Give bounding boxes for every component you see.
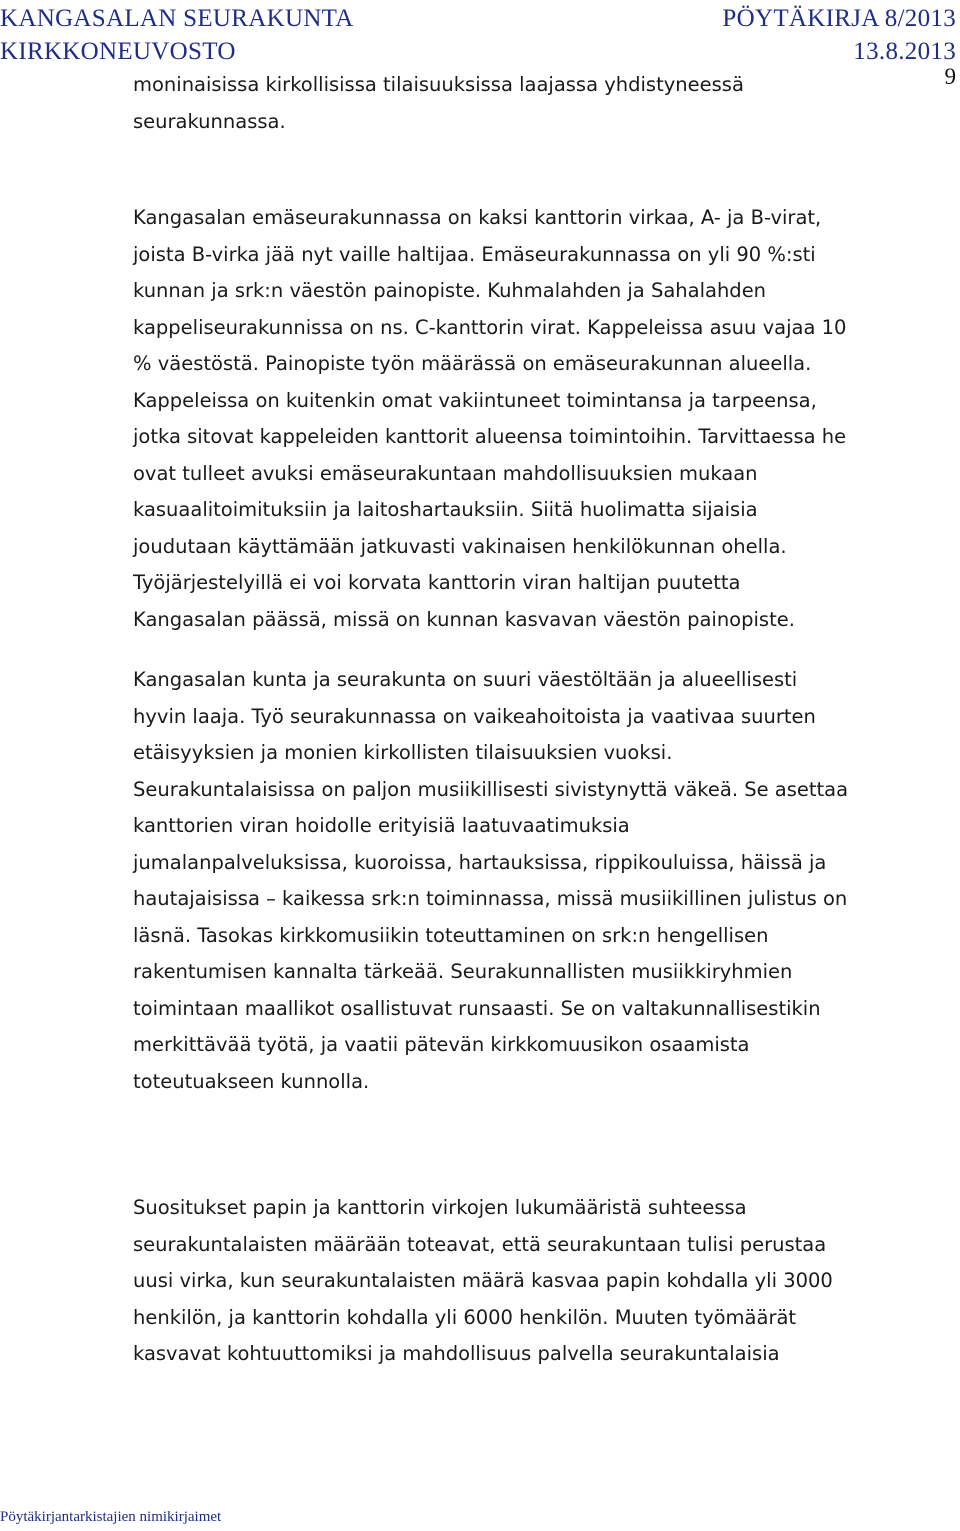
governing-body-name: KIRKKONEUVOSTO: [0, 38, 236, 65]
paragraph-2: [133, 200, 955, 638]
text-line: rakentumisen kannalta tärkeää. Seurakunnallisten musiikkiryhmien: [133, 960, 793, 983]
document-title: PÖYTÄKIRJA 8/2013: [722, 5, 956, 32]
text-line: kappeliseurakunnissa on ns. C-kanttorin virat. Kappeleissa asuu vajaa 10: [133, 315, 847, 339]
text-line: joudutaan käyttämään jatkuvasti vakinaisen henkilökunnan ohella.: [133, 534, 787, 558]
document-header-right: [722, 2, 956, 68]
text-line: Kappeleissa on kuitenkin omat vakiintuneet toimintansa ja tarpeensa,: [133, 388, 817, 412]
text-line: moninaisissa kirkollisissa tilaisuuksissa laajassa yhdistyneessä: [133, 73, 744, 96]
text-line: % väestöstä. Painopiste työn määrässä on emäseurakunnan alueella.: [133, 352, 812, 375]
document-header-left: [0, 2, 354, 68]
text-line: etäisyyksien ja monien kirkollisten tilaisuuksien vuoksi.: [133, 741, 673, 764]
text-line: Seurakuntalaisissa on paljon musiikillisesti sivistynyttä väkeä. Se asettaa: [133, 777, 849, 801]
organization-name: KANGASALAN SEURAKUNTA: [0, 5, 354, 32]
text-line: kanttorien viran hoidolle erityisiä laatuvaatimuksia: [133, 814, 630, 837]
paragraph-1: [133, 67, 955, 140]
text-line: Suositukset papin ja kanttorin virkojen lukumääristä suhteessa: [133, 1196, 747, 1219]
document-date: 13.8.2013: [853, 38, 956, 65]
text-line: kasvavat kohtuuttomiksi ja mahdollisuus palvella seurakuntalaisia: [133, 1342, 780, 1365]
page-number: 9: [944, 64, 956, 89]
initials-footer: Pöytäkirjantarkistajien nimikirjaimet: [0, 1509, 222, 1525]
text-line: jumalanpalveluksissa, kuoroissa, hartauksissa, rippikouluissa, häissä ja: [133, 850, 827, 874]
text-line: seurakunnassa.: [133, 109, 286, 133]
text-line: hautajaisissa – kaikessa srk:n toiminnassa, missä musiikillinen julistus on: [133, 887, 848, 910]
text-line: joista B-virka jää nyt vaille haltijaa. Emäseurakunnassa on yli 90 %:sti: [133, 242, 816, 266]
text-line: hyvin laaja. Työ seurakunnassa on vaikeahoitoista ja vaativaa suurten: [133, 704, 816, 728]
text-line: ovat tulleet avuksi emäseurakuntaan mahdollisuuksien mukaan: [133, 461, 758, 485]
text-line: Kangasalan kunta ja seurakunta on suuri väestöltään ja alueellisesti: [133, 668, 798, 691]
text-line: kunnan ja srk:n väestön painopiste. Kuhmalahden ja Sahalahden: [133, 279, 767, 302]
paragraph-spacer: [133, 140, 955, 200]
text-line: läsnä. Tasokas kirkkomusiikin toteuttaminen on srk:n hengellisen: [133, 923, 769, 947]
paragraph-spacer: [133, 1100, 955, 1190]
text-line: seurakuntalaisten määrään toteavat, että seurakuntaan tulisi perustaa: [133, 1232, 827, 1256]
text-line: uusi virka, kun seurakuntalaisten määrä kasvaa papin kohdalla yli 3000: [133, 1269, 833, 1292]
text-line: Kangasalan päässä, missä on kunnan kasvavan väestön painopiste.: [133, 607, 795, 631]
text-line: merkittävää työtä, ja vaatii pätevän kirkkomuusikon osaamista: [133, 1033, 750, 1056]
paragraph-4: [133, 1190, 955, 1373]
text-line: toimintaan maallikot osallistuvat runsaasti. Se on valtakunnallisestikin: [133, 996, 821, 1020]
paragraph-spacer: [133, 638, 955, 662]
text-line: Työjärjestelyillä ei voi korvata kanttorin viran haltijan puutetta: [133, 571, 741, 594]
text-line: toteutuakseen kunnolla.: [133, 1069, 370, 1093]
text-line: kasuaalitoimituksiin ja laitoshartauksiin. Siitä huolimatta sijaisia: [133, 498, 758, 521]
text-line: Kangasalan emäseurakunnassa on kaksi kanttorin virkaa, A- ja B-virat,: [133, 206, 822, 229]
text-line: henkilön, ja kanttorin kohdalla yli 6000 henkilön. Muuten työmäärät: [133, 1305, 797, 1329]
text-line: jotka sitovat kappeleiden kanttorit alueensa toimintoihin. Tarvittaessa he: [133, 425, 847, 448]
paragraph-3: [133, 662, 955, 1100]
document-body: [133, 67, 955, 1373]
